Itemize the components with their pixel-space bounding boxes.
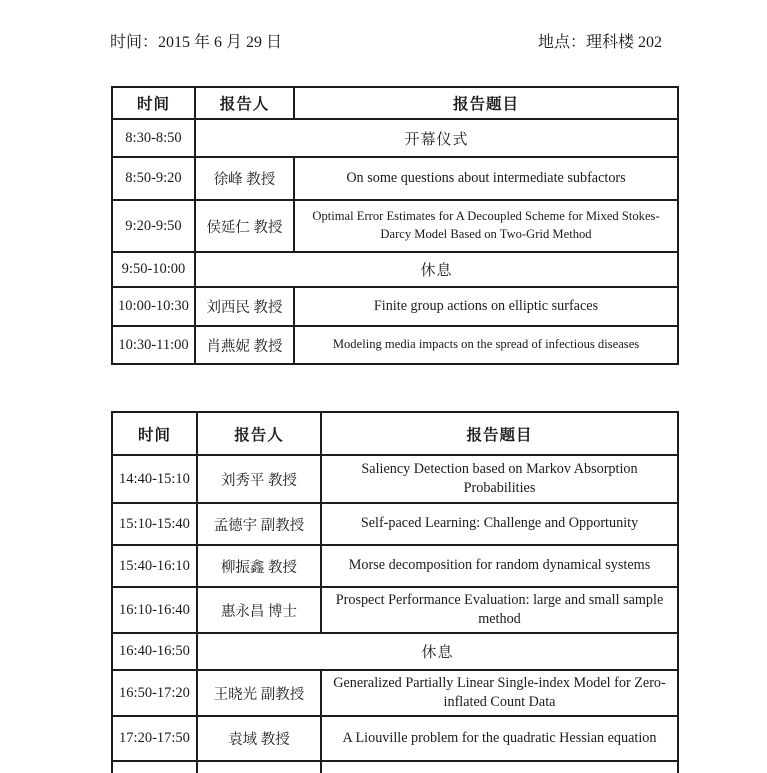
title-cell: Generalized Partially Linear Single-index Model for Zero-inflated Count Data <box>321 670 678 716</box>
col-header-title: 报告题目 <box>294 87 678 119</box>
partial-next-row <box>112 761 678 773</box>
speaker-cell: 徐峰 教授 <box>195 157 294 200</box>
time-cell: 14:40-15:10 <box>112 455 197 503</box>
time-cell: 10:00-10:30 <box>112 287 195 326</box>
title-cell: Self-paced Learning: Challenge and Opportunity <box>321 503 678 545</box>
speaker-cell <box>197 761 321 773</box>
time-cell: 8:30-8:50 <box>112 119 195 157</box>
time-cell <box>112 761 197 773</box>
col-header-time: 时间 <box>112 87 195 119</box>
schedule-row <box>112 287 678 326</box>
header-row <box>112 87 678 119</box>
title-cell: On some questions about intermediate subfactors <box>294 157 678 200</box>
speaker-cell: 孟德宇 副教授 <box>197 503 321 545</box>
schedule-row <box>112 503 678 545</box>
schedule-table-2 <box>111 411 679 773</box>
schedule-row <box>112 716 678 761</box>
schedule-row <box>112 252 678 287</box>
speaker-cell: 肖燕妮 教授 <box>195 326 294 364</box>
time-cell: 9:50-10:00 <box>112 252 195 287</box>
title-cell: Prospect Performance Evaluation: large and small sample method <box>321 587 678 633</box>
schedule-row <box>112 670 678 716</box>
col-header-speaker: 报告人 <box>195 87 294 119</box>
title-cell: Finite group actions on elliptic surfaces <box>294 287 678 326</box>
title-cell: Modeling media impacts on the spread of infectious diseases <box>294 326 678 364</box>
schedule-row <box>112 326 678 364</box>
speaker-cell: 刘西民 教授 <box>195 287 294 326</box>
time-cell: 10:30-11:00 <box>112 326 195 364</box>
date-label: 时间：2015 年 6 月 29 日 <box>110 34 283 51</box>
title-cell: Saliency Detection based on Markov Absorption Probabilities <box>321 455 678 503</box>
col-header-title: 报告题目 <box>321 412 678 455</box>
location-label: 地点：理科楼 202 <box>537 34 662 51</box>
time-cell: 15:40-16:10 <box>112 545 197 587</box>
time-cell: 16:50-17:20 <box>112 670 197 716</box>
event-cell: 休息 <box>195 252 678 287</box>
time-cell: 16:40-16:50 <box>112 633 197 670</box>
col-header-time: 时间 <box>112 412 197 455</box>
schedule-row <box>112 119 678 157</box>
speaker-cell: 侯延仁 教授 <box>195 200 294 252</box>
schedule-row <box>112 545 678 587</box>
event-cell: 休息 <box>197 633 678 670</box>
schedule-row <box>112 455 678 503</box>
header-row <box>112 412 678 455</box>
speaker-cell: 柳振鑫 教授 <box>197 545 321 587</box>
time-cell: 16:10-16:40 <box>112 587 197 633</box>
title-cell: Morse decomposition for random dynamical systems <box>321 545 678 587</box>
speaker-cell: 惠永昌 博士 <box>197 587 321 633</box>
meta-line <box>0 0 767 54</box>
time-cell: 15:10-15:40 <box>112 503 197 545</box>
event-cell: 开幕仪式 <box>195 119 678 157</box>
schedule-row <box>112 633 678 670</box>
time-cell: 8:50-9:20 <box>112 157 195 200</box>
schedule-table-1 <box>111 86 679 365</box>
schedule-row <box>112 200 678 252</box>
schedule-row <box>112 587 678 633</box>
schedule-row <box>112 157 678 200</box>
time-cell: 17:20-17:50 <box>112 716 197 761</box>
col-header-speaker: 报告人 <box>197 412 321 455</box>
speaker-cell: 刘秀平 教授 <box>197 455 321 503</box>
title-cell <box>321 761 678 773</box>
speaker-cell: 袁域 教授 <box>197 716 321 761</box>
title-cell: A Liouville problem for the quadratic Hessian equation <box>321 716 678 761</box>
title-cell: Optimal Error Estimates for A Decoupled Scheme for Mixed Stokes-Darcy Model Based on Two-Grid Method <box>294 200 678 252</box>
speaker-cell: 王晓光 副教授 <box>197 670 321 716</box>
time-cell: 9:20-9:50 <box>112 200 195 252</box>
